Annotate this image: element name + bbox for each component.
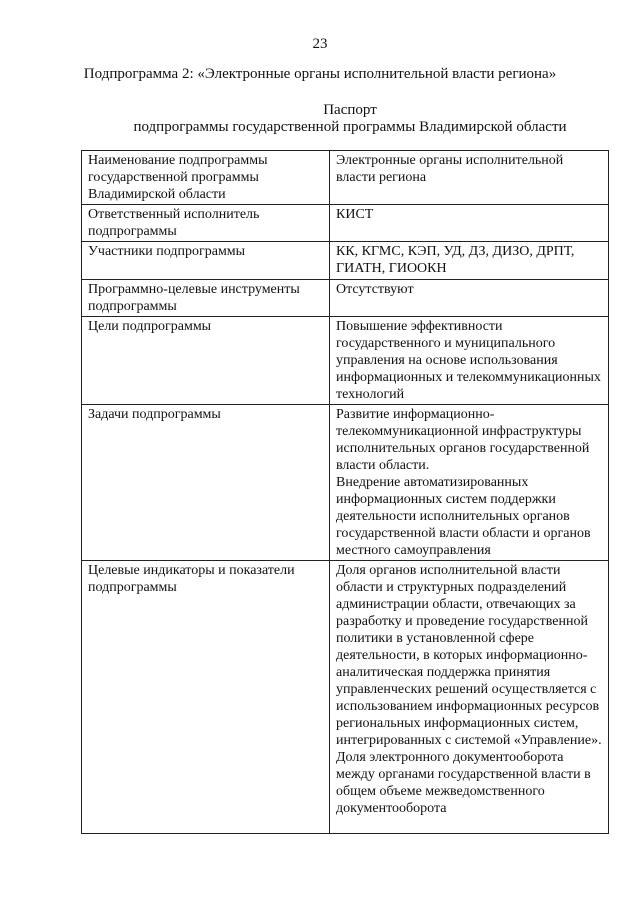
row-value: КК, КГМС, КЭП, УД, ДЗ, ДИЗО, ДРПТ, ГИАТН, ГИООКН	[330, 242, 609, 280]
passport-table	[81, 150, 609, 834]
row-label: Программно-целевые инструменты подпрограммы	[82, 280, 330, 317]
row-label: Целевые индикаторы и показатели подпрограммы	[82, 561, 330, 834]
row-label: Цели подпрограммы	[82, 317, 330, 405]
subprogram-title: Подпрограмма 2: «Электронные органы исполнительной власти региона»	[83, 66, 557, 82]
passport-title-block	[0, 102, 640, 136]
row-label: Участники подпрограммы	[82, 242, 330, 280]
table-row-instruments	[82, 280, 609, 317]
row-label: Задачи подпрограммы	[82, 405, 330, 561]
row-label: Ответственный исполнитель подпрограммы	[82, 205, 330, 242]
table-row-responsible	[82, 205, 609, 242]
table-row-indicators	[82, 561, 609, 834]
passport-subheading: подпрограммы государственной программы Владимирской области	[133, 119, 567, 135]
table-row-name	[82, 151, 609, 205]
row-value: КИСТ	[330, 205, 609, 242]
table-row-participants	[82, 242, 609, 280]
table-row-goals	[82, 317, 609, 405]
table-row-tasks	[82, 405, 609, 561]
row-value: Доля органов исполнительной власти области и структурных подразделений администрации области, отвечающих за разработку и проведение государственной политики в установленной сфере деятельности, в которых информационно-аналитическая поддержка принятия управленческих решений осуществляется с использованием информационных ресурсов региональных информационных систем, интегрированных с системой «Управление». Доля электронного документооборота между органами государственной власти в общем объеме межведомственного документооборота	[330, 561, 609, 834]
row-value: Повышение эффективности государственного и муниципального управления на основе использования информационных и телекоммуникационных технологий	[330, 317, 609, 405]
row-value: Электронные органы исполнительной власти региона	[330, 151, 609, 205]
page-number: 23	[312, 36, 328, 52]
row-value: Развитие информационно-телекоммуникационной инфраструктуры исполнительных органов государственной власти области. Внедрение автоматизированных информационных систем поддержки деятельности исполнительных органов государственной власти области и органов местного самоуправления	[330, 405, 609, 561]
row-value: Отсутствуют	[330, 280, 609, 317]
passport-heading: Паспорт	[323, 102, 377, 118]
row-label: Наименование подпрограммы государственной программы Владимирской области	[82, 151, 330, 205]
